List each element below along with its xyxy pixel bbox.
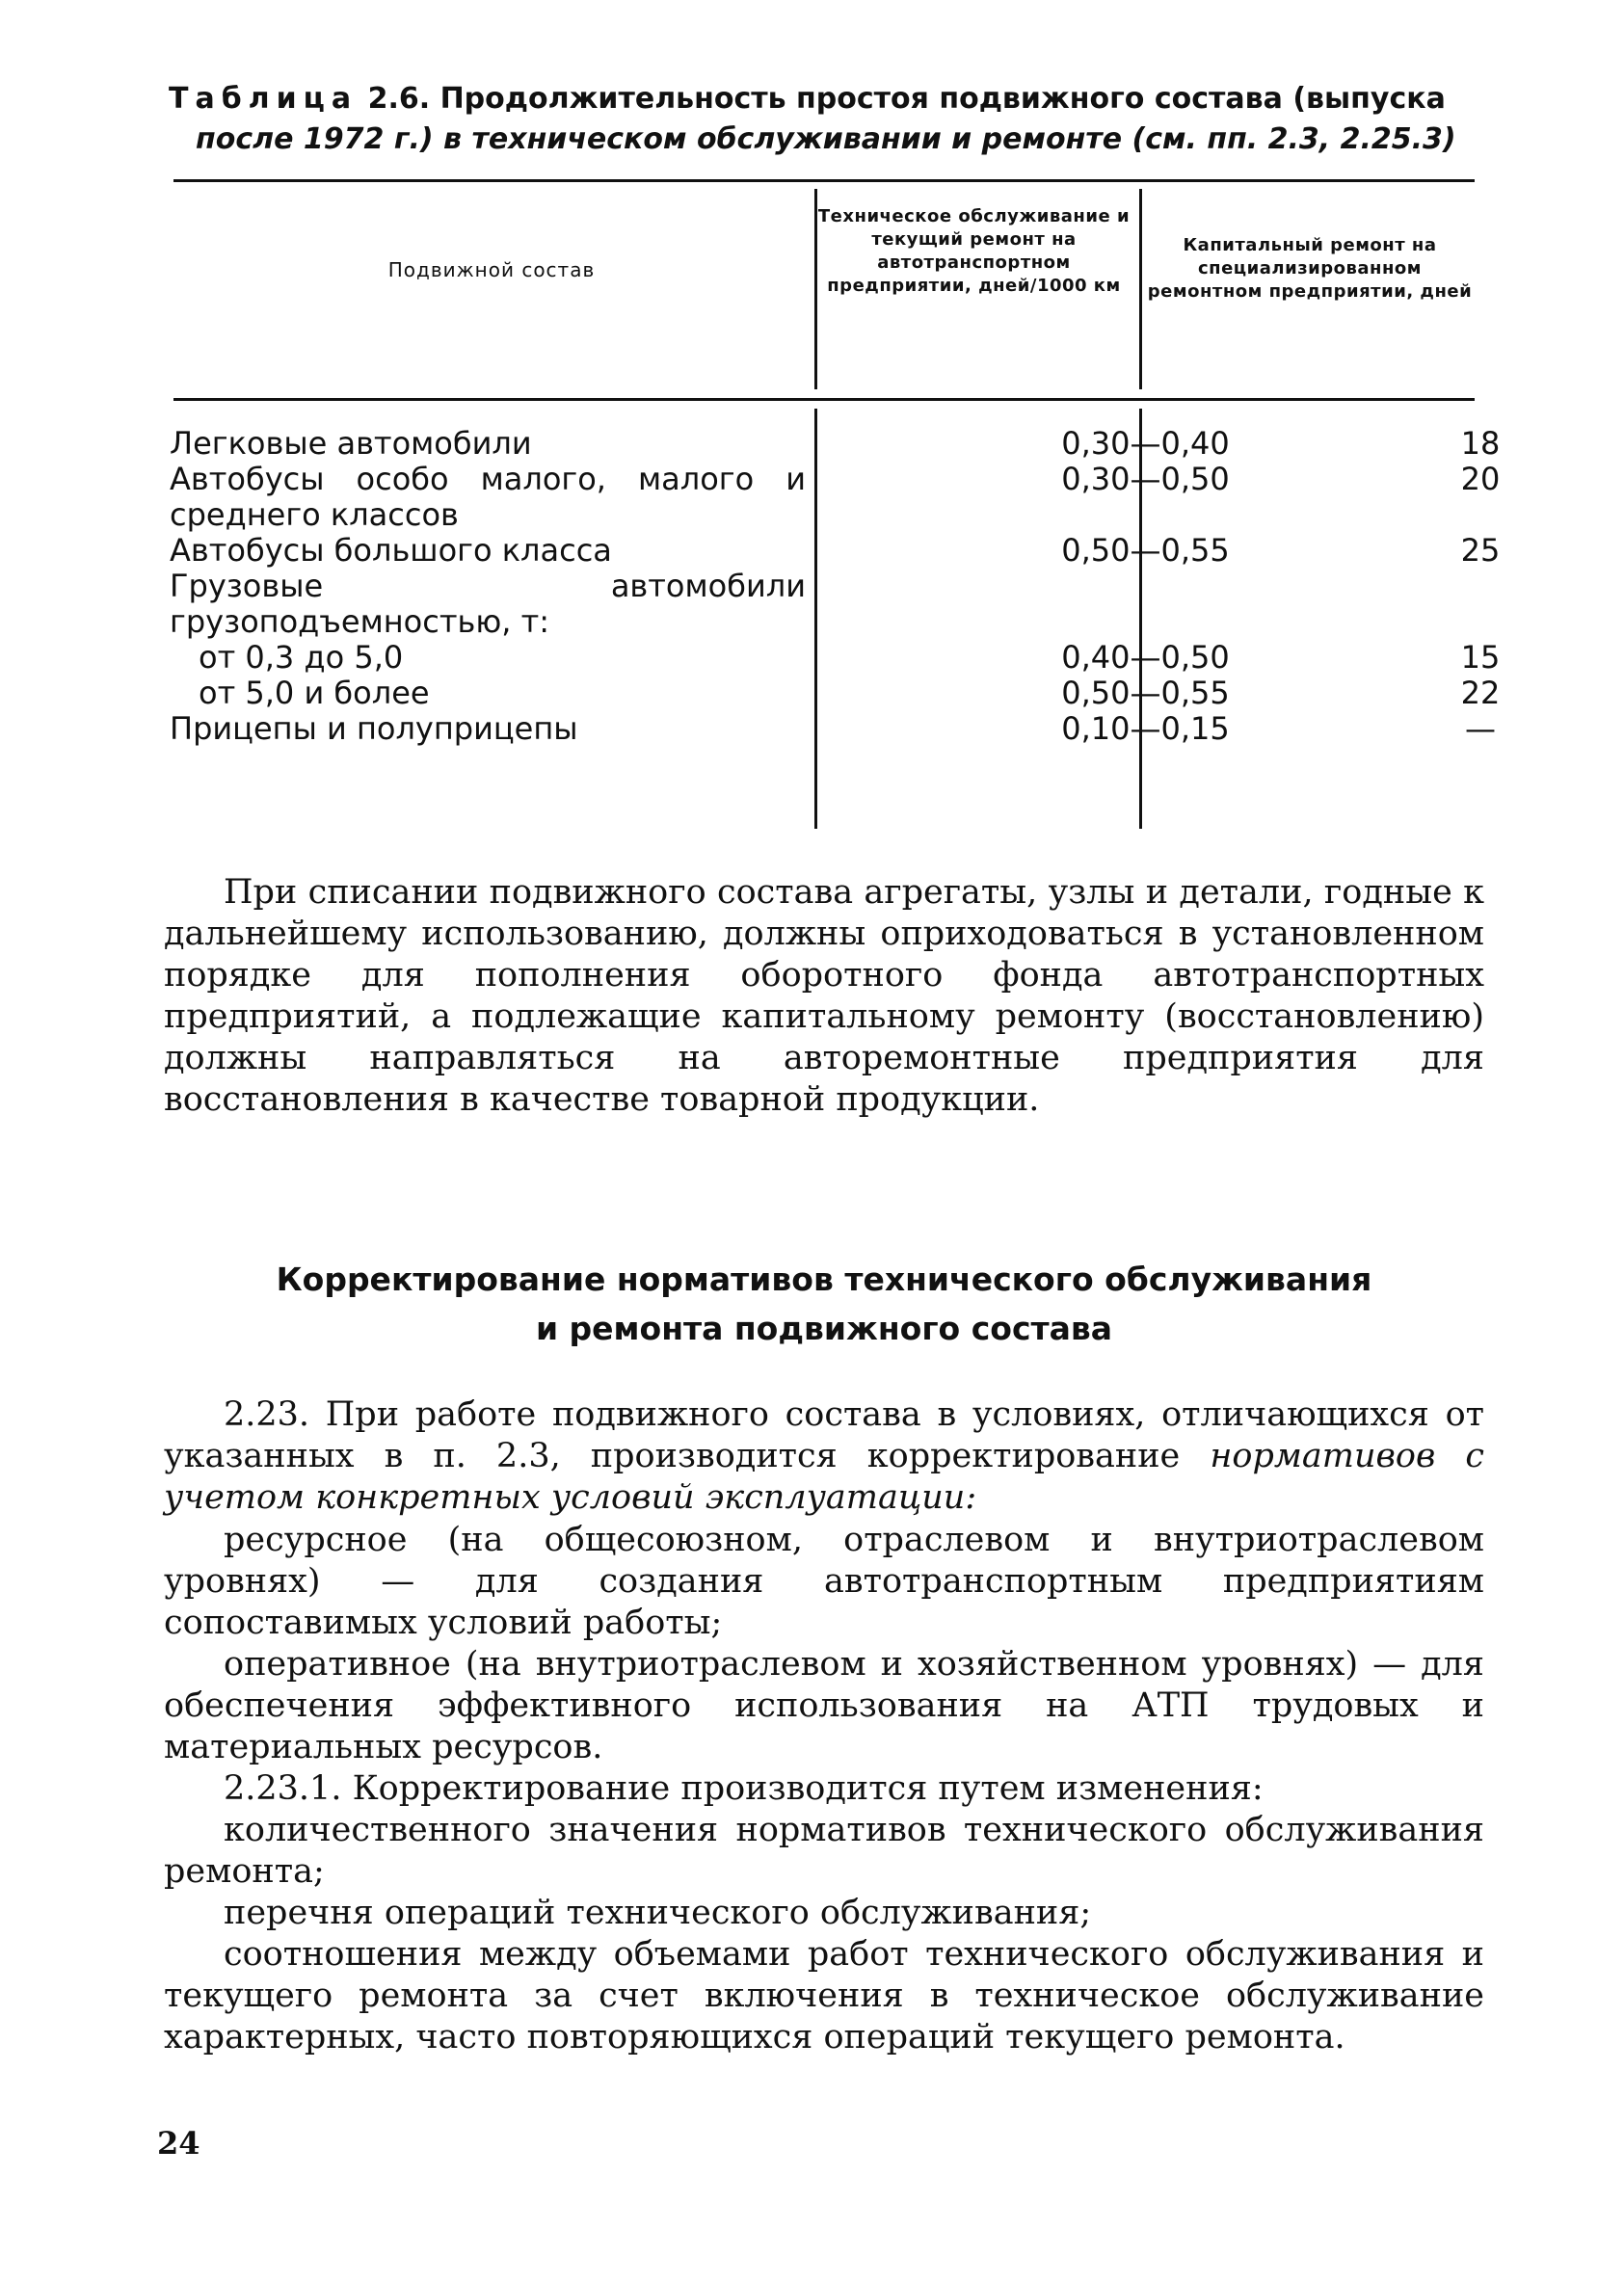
- row-tech: 0,50—0,55: [1061, 532, 1230, 569]
- table-caption-label: Таблица: [169, 82, 359, 116]
- table-row: [170, 425, 1501, 462]
- header-vehicle: Подвижной состав: [387, 258, 596, 281]
- table-row: [170, 569, 1480, 640]
- paragraph-2-23-1-item-1: количественного значения нормативов технического обслуживания ремонта;: [164, 1811, 1484, 1891]
- row-name: Прицепы и полуприцепы: [170, 710, 578, 747]
- row-tech: 0,30—0,50: [1061, 461, 1230, 497]
- paragraph-2-23: [164, 1394, 1484, 1519]
- paragraph-2-23-1: 2.23.1. Корректирование производится путем изменения:: [224, 1769, 1264, 1808]
- row-tech: 0,50—0,55: [1061, 675, 1230, 711]
- section-heading-line1: Корректирование нормативов технического обслуживания: [276, 1260, 1372, 1298]
- header-capital-repair: Капитальный ремонт на специализированном ремонтном предприятии, дней: [1147, 235, 1473, 302]
- row-tech: 0,10—0,15: [1061, 710, 1230, 747]
- row-name: Автобусы особо малого, малого и среднего классов: [170, 461, 806, 533]
- row-cap: 25: [1460, 532, 1501, 569]
- table-top-rule: [173, 179, 1475, 182]
- row-cap: 15: [1460, 639, 1501, 676]
- row-cap: 18: [1460, 425, 1501, 462]
- paragraph-2-23-1-item-3: соотношения между объемами работ технического обслуживания и текущего ремонта за счет включения в техническое обслуживание характерных, часто повторяющихся операций текущего ремонта.: [164, 1935, 1484, 2056]
- paragraph-write-off: При списании подвижного состава агрегаты, узлы и детали, годные к дальнейшему использованию, должны оприходоваться в установленном порядке для пополнения оборотного фонда автотранспортных предприятий, а подлежащие капитальному ремонту (восстановлению) должны направляться на авторемонтные предприятия для восстановления в качестве товарной продукции.: [164, 873, 1484, 1119]
- row-cap: 22: [1460, 675, 1501, 711]
- table-row: [170, 532, 1501, 569]
- row-name: Грузовые автомобили грузоподъемностью, т:: [170, 568, 806, 640]
- paragraph-2-23-1-item-2: перечня операций технического обслуживания;: [224, 1894, 1092, 1932]
- table-body: [170, 425, 1501, 747]
- section-heading-line2: и ремонта подвижного состава: [535, 1310, 1113, 1347]
- row-name: Автобусы большого класса: [170, 532, 612, 569]
- table-header-divider-2: [1139, 189, 1142, 389]
- table-caption: [169, 79, 1489, 160]
- paragraph-2-23-italic: нормативов с учетом конкретных условий эксплуатации:: [164, 1437, 1484, 1517]
- table-caption-line2: после 1972 г.) в техническом обслуживании и ремонте (см. пп. 2.3, 2.25.3): [196, 122, 1456, 156]
- row-name: от 5,0 и более: [199, 675, 430, 711]
- section-heading: [164, 1255, 1484, 1353]
- table-row: [170, 710, 1496, 747]
- paragraph-2-23-item-2: оперативное (на внутриотраслевом и хозяйственном уровнях) — для обеспечения эффективного использования на АТП трудовых и материальных ресурсов.: [164, 1645, 1484, 1766]
- row-cap: —: [1465, 710, 1496, 747]
- table-row: [170, 639, 1501, 676]
- header-tech-service: Техническое обслуживание и текущий ремонт на автотранспортном предприятии, дней/1000 км: [817, 206, 1131, 296]
- page-number: 24: [157, 2125, 200, 2162]
- table-row: [170, 675, 1501, 711]
- row-cap: 20: [1460, 461, 1501, 497]
- row-tech: 0,30—0,40: [1061, 425, 1230, 462]
- table-header-rule: [173, 398, 1475, 401]
- paragraph-2-23-lead: 2.23. При работе подвижного состава в условиях, отличающихся от указанных в п. 2.3, производится корректирование: [164, 1395, 1484, 1475]
- paragraph-2-23-item-1: ресурсное (на общесоюзном, отраслевом и внутриотраслевом уровнях) — для создания автотранспортным предприятиям сопоставимых условий работы;: [164, 1521, 1484, 1642]
- table-row: [170, 461, 1501, 533]
- row-tech: 0,40—0,50: [1061, 639, 1230, 676]
- row-name: от 0,3 до 5,0: [199, 639, 404, 676]
- row-name: Легковые автомобили: [170, 425, 532, 462]
- table-caption-line1: 2.6. Продолжительность простоя подвижного состава (выпуска: [367, 82, 1446, 116]
